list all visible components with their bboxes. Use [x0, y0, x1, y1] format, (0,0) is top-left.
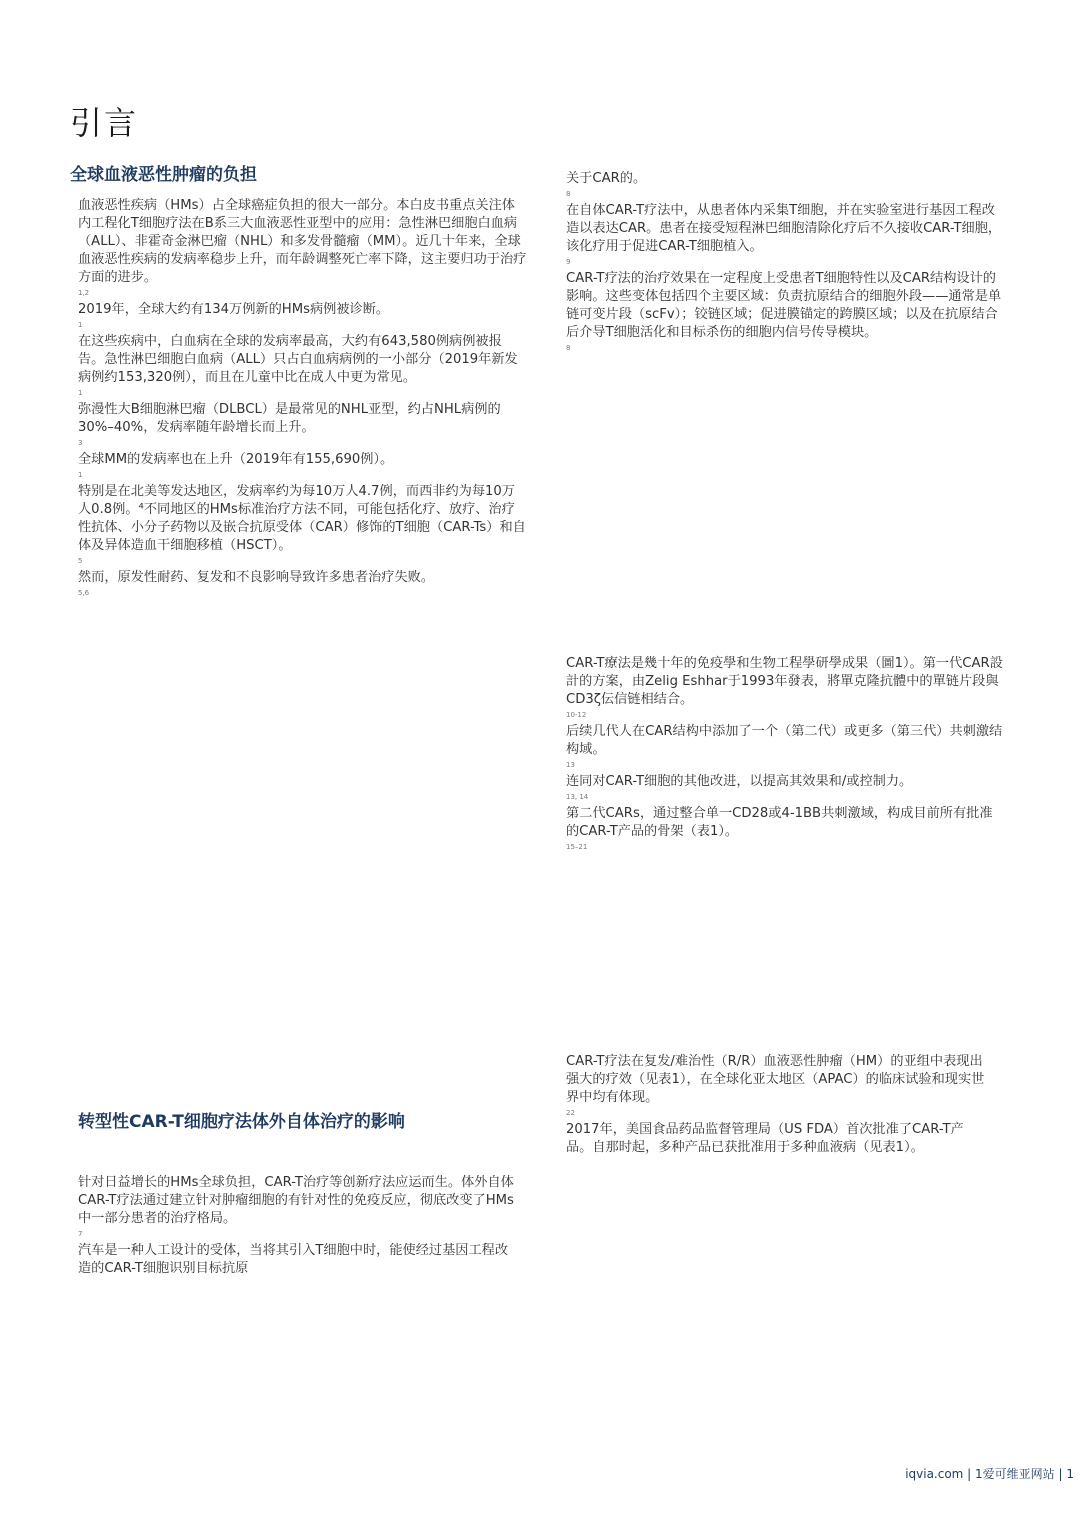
reference-number: 22 — [566, 1109, 575, 1117]
reference-number: 7 — [78, 1230, 83, 1238]
section2-body — [78, 1174, 516, 1278]
section1-body — [78, 197, 528, 601]
reference-number: 15–21 — [566, 843, 588, 851]
paragraph: CAR-T療法是幾十年的免疫學和生物工程學研學成果（圖1）。第一代CAR設計的方案，由Zelig Eshhar于1993年發表，將單克隆抗體中的單链片段與CD3ζ伝信链相结合。 — [566, 656, 1003, 707]
paragraph: 弥漫性大B细胞淋巴瘤（DLBCL）是最常见的NHL亚型，约占NHL病例的30%–40%，发病率随年龄增长而上升。 — [78, 402, 501, 435]
paragraph: 然而，原发性耐药、复发和不良影响导致许多患者治疗失败。 — [78, 570, 435, 585]
section-heading-car-t-impact: 转型性CAR-T细胞疗法体外自体治疗的影响 — [78, 1112, 405, 1132]
paragraph: 关于CAR的。 — [566, 171, 647, 186]
paragraph: 连同对CAR-T细胞的其他改进，以提高其效果和/或控制力。 — [566, 774, 913, 789]
paragraph: 汽车是一种人工设计的受体，当将其引入T细胞中时，能使经过基因工程改造的CAR-T细胞识别目标抗原 — [78, 1243, 509, 1276]
section-heading-global-burden: 全球血液恶性肿瘤的负担 — [70, 165, 257, 185]
reference-number: 13, 14 — [566, 793, 589, 801]
paragraph: 第二代CARs，通过整合单一CD28或4-1BB共刺激域，构成目前所有批准的CAR-T产品的骨架（表1）。 — [566, 806, 993, 839]
reference-number: 13 — [566, 761, 575, 769]
reference-number: 8 — [566, 190, 571, 198]
paragraph: 针对日益增长的HMs全球负担，CAR-T治疗等创新疗法应运而生。体外自体CAR-T疗法通过建立针对肿瘤细胞的有针对性的免疫反应，彻底改变了HMs中一部分患者的治疗格局。 — [78, 1175, 514, 1226]
reference-number: 8 — [566, 344, 571, 352]
paragraph: 2017年，美国食品药品监督管理局（US FDA）首次批准了CAR-T产品。自那时起，多种产品已获批准用于多种血液病（见表1）。 — [566, 1122, 964, 1155]
paragraph: CAR-T疗法的治疗效果在一定程度上受患者T细胞特性以及CAR结构设计的影响。这些变体包括四个主要区域：负责抗原结合的细胞外段——通常是单链可变片段（scFv）；铰链区域；促进膜锚定的跨膜区域；以及在抗原结合后介导T细胞活化和目标杀伤的细胞内信号传导模块。 — [566, 271, 1002, 340]
reference-number: 1 — [78, 389, 83, 397]
right-column-block-2 — [566, 655, 1004, 855]
reference-number: 9 — [566, 258, 571, 266]
reference-number: 3 — [78, 439, 83, 447]
reference-number: 5,6 — [78, 589, 90, 597]
paragraph: 全球MM的发病率也在上升（2019年有155,690例）。 — [78, 452, 394, 467]
page-footer: iqvia.com | 1爱可维亚网站 | 1 — [905, 1467, 1074, 1481]
right-column-block-3 — [566, 1053, 986, 1157]
paragraph: 2019年，全球大约有134万例新的HMs病例被诊断。 — [78, 302, 390, 317]
paragraph: 在自体CAR-T疗法中，从患者体内采集T细胞，并在实验室进行基因工程改造以表达CAR。患者在接受短程淋巴细胞清除化疗后不久接收CAR-T细胞，该化疗用于促进CAR-T细胞植入。 — [566, 203, 1002, 254]
reference-number: 1 — [78, 471, 83, 479]
reference-number: 1,2 — [78, 289, 90, 297]
page-title: 引言 — [70, 104, 139, 142]
paragraph: 在这些疾病中，白血病在全球的发病率最高，大约有643,580例病例被报告。急性淋巴细胞白血病（ALL）只占白血病病例的一小部分（2019年新发病例约153,320例），而且在儿童中比在成人中更为常见。 — [78, 334, 518, 385]
paragraph: 后续几代人在CAR结构中添加了一个（第二代）或更多（第三代）共刺激结构域。 — [566, 724, 1003, 757]
paragraph: 特别是在北美等发达地区，发病率约为每10万人4.7例，而西非约为每10万人0.8例。⁴不同地区的HMs标准治疗方法不同，可能包括化疗、放疗、治疗性抗体、小分子药物以及嵌合抗原受体（CAR）修饰的T细胞（CAR-Ts）和自体及异体造血干细胞移植（HSCT）。 — [78, 484, 526, 553]
paragraph: CAR-T疗法在复发/难治性（R/R）血液恶性肿瘤（HM）的亚组中表现出强大的疗效（见表1），在全球化亚太地区（APAC）的临床试验和现实世界中均有体现。 — [566, 1054, 985, 1105]
paragraph: 血液恶性疾病（HMs）占全球癌症负担的很大一部分。本白皮书重点关注体内工程化T细胞疗法在B系三大血液恶性亚型中的应用：急性淋巴细胞白血病（ALL）、非霍奇金淋巴瘤（NHL）和多发骨髓瘤（MM）。近几十年来，全球血液恶性疾病的发病率稳步上升，而年龄调整死亡率下降，这主要归功于治疗方面的进步。 — [78, 198, 527, 285]
reference-number: 10-12 — [566, 711, 587, 719]
reference-number: 5 — [78, 557, 83, 565]
reference-number: 1 — [78, 321, 83, 329]
right-column-block-1 — [566, 170, 1004, 356]
